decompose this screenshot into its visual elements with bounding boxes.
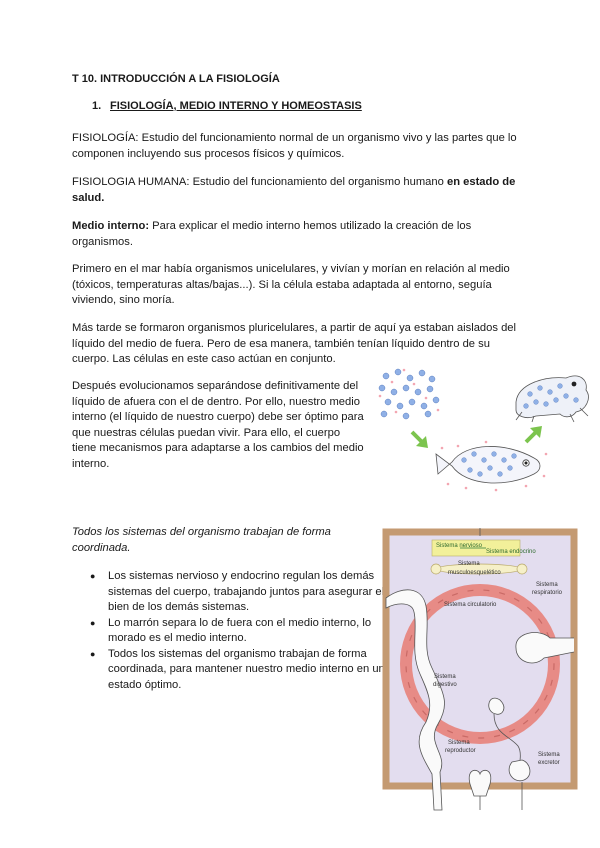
arrow-up-right-icon [526,426,542,442]
endocrine-system-label: Sistema endocrino [486,549,536,555]
evolution-illustration [366,362,596,502]
digestive-label-1: Sistema [434,674,456,680]
musculoskeletal-label-1: Sistema [458,561,480,567]
nervous-system-label: Sistema nervioso [436,543,483,549]
bullet-item: ● Lo marrón separa lo de fuera con el medio interno, lo morado es el medio interno. [90,616,390,647]
frog-organism [516,376,588,422]
bullet-item: ● Los sistemas nervioso y endocrino regulan los demás sistemas del cuerpo, trabajando juntos para asegurar el bien de los demás sistemas. [90,569,390,616]
fisiologia-text: Estudio del funcionamiento normal de un organismo vivo y las partes que lo componen incluyendo sus procesos físicos y químicos. [72,132,517,160]
excretory-label-2: excretor [538,760,560,766]
paragraph-fisiologia-humana [72,175,522,206]
fisiologia-humana-bold: en estado de salud. [72,176,516,204]
paragraph-evolucion: Después evolucionamos separándose definitivamente del líquido de afuera con el de dentro. Por ello, nuestro medio interno (el líquido de nuestro cuerpo) debe ser óptimo para que nuestras células puedan vivir. Para ello, el cuerpo tiene mecanismos para adaptarse a los cambios del medio interno. [72,380,364,470]
excretory-label-1: Sistema [538,752,560,758]
paragraph-medio-interno [72,219,522,250]
bullet-list [72,569,390,693]
reproductive-label-2: reproductor [445,748,476,754]
circulatory-label: Sistema circulatorio [444,602,497,608]
bullet-item: ● Todos los sistemas del organismo trabajan de forma coordinada, para mantener nuestro medio interno en un estado óptimo. [90,647,390,694]
musculoskeletal-label-2: musculoesquelético [448,570,501,576]
arrow-down-right-icon [412,432,428,448]
document-title: T 10. INTRODUCCIÓN A LA FISIOLOGÍA [72,73,280,85]
section-title: FISIOLOGÍA, MEDIO INTERNO Y HOMEOSTASIS [110,100,362,112]
body-systems-diagram [382,528,578,814]
section-heading [92,99,362,115]
medio-interno-label: Medio interno: [72,220,150,232]
fisiologia-humana-text: FISIOLOGIA HUMANA: Estudio del funcionamiento del organismo humano [72,176,447,188]
unicellular-organisms [379,369,440,419]
italic-note: Todos los sistemas del organismo trabajan de forma coordinada. [72,526,331,554]
fish-organism [436,441,547,492]
respiratory-label-2: respiratorio [532,590,563,596]
fisiologia-label: FISIOLOGÍA: [72,132,142,144]
respiratory-label-1: Sistema [536,582,558,588]
paragraph-pluricelulares: Más tarde se formaron organismos pluricelulares, a partir de aquí ya estaban aislados del líquido del medio de fuera. Pero de esa manera, también tenían líquido dentro de su cuerpo. Las células en este caso actúan en conjunto. [72,322,517,365]
paragraph-fisiologia [72,131,522,162]
paragraph-unicelulares: Primero en el mar había organismos unicelulares, y vivían y morían en relación al medio (tóxicos, temperaturas altas/bajas...). Si la célula estaba adaptada al entorno, seguía viviendo, sino moría. [72,263,510,306]
section-number: 1. [92,100,102,112]
reproductive-label-1: Sistema [448,740,470,746]
digestive-label-2: digestivo [433,682,457,688]
medio-interno-text: Para explicar el medio interno hemos utilizado la creación de los organismos. [72,220,472,248]
